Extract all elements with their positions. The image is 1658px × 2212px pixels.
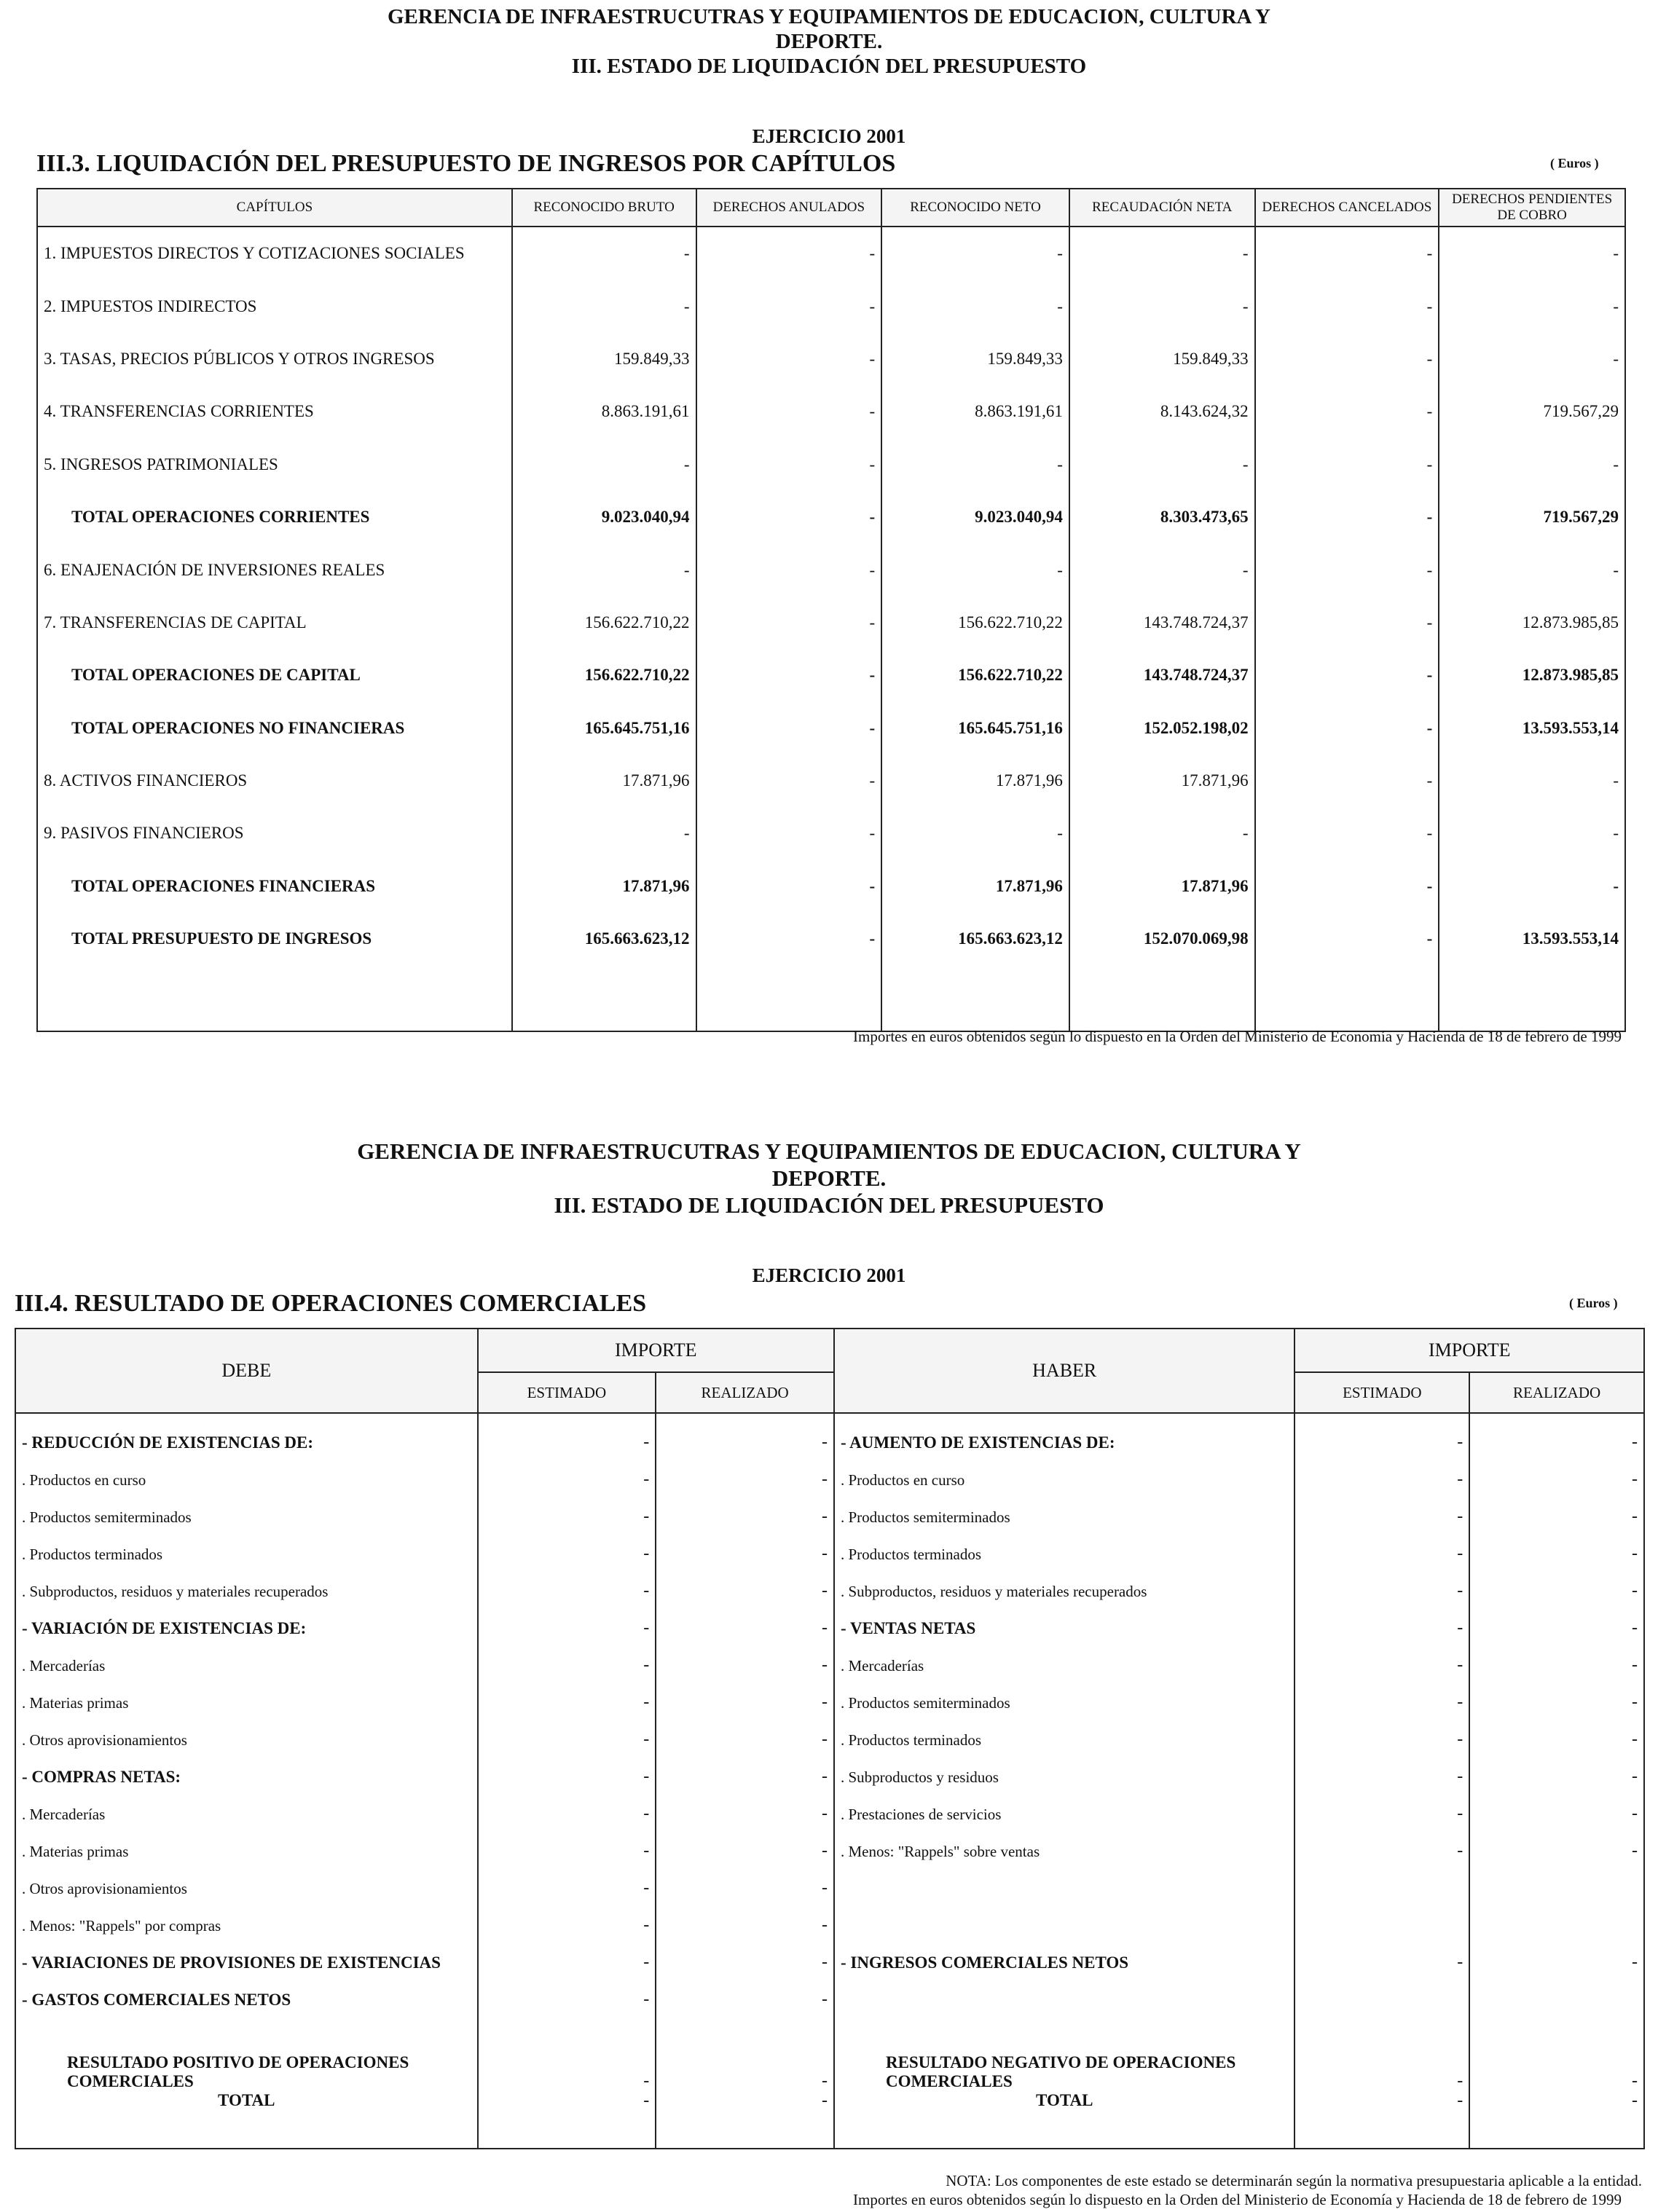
- table-cell: [1294, 1907, 1469, 1944]
- header-line: GERENCIA DE INFRAESTRUCUTRAS Y EQUIPAMIENTOS DE EDUCACION, CULTURA Y: [387, 5, 1270, 28]
- table-cell: 165.663.623,12: [881, 913, 1069, 965]
- column-header: RECONOCIDO NETO: [881, 189, 1069, 227]
- table-cell: 156.622.710,22: [881, 649, 1069, 701]
- row-label: - REDUCCIÓN DE EXISTENCIAS DE:: [15, 1413, 478, 1461]
- table-cell: -: [696, 755, 882, 807]
- table-cell: 159.849,33: [881, 333, 1069, 385]
- table-cell: -: [1469, 1498, 1644, 1535]
- table-cell: -: [656, 1413, 834, 1461]
- table-cell: -: [1294, 1833, 1469, 1870]
- table-cell: -: [656, 2018, 834, 2091]
- section2-header: [0, 1138, 1658, 1219]
- table-cell: -: [478, 1647, 656, 1684]
- table-row: [37, 491, 1625, 543]
- table-cell: -: [656, 1944, 834, 1981]
- table-row: [37, 333, 1625, 385]
- table-cell: -: [1255, 860, 1439, 913]
- table-row: [37, 385, 1625, 438]
- table-cell: -: [1294, 1535, 1469, 1573]
- table-header-row: [37, 189, 1625, 227]
- table-cell: -: [478, 1944, 656, 1981]
- table-cell: 8.863.191,61: [512, 385, 696, 438]
- table-cell: 165.645.751,16: [512, 702, 696, 755]
- row-label: . Subproductos y residuos: [834, 1758, 1295, 1795]
- section-title: III.4. RESULTADO DE OPERACIONES COMERCIALES: [15, 1290, 647, 1317]
- table-row: [37, 755, 1625, 807]
- table-cell: 8.303.473,65: [1069, 491, 1255, 543]
- row-label: . Productos semiterminados: [15, 1498, 478, 1535]
- commercial-operations-table: [15, 1328, 1645, 2149]
- table-cell: -: [1255, 491, 1439, 543]
- header-line: III. ESTADO DE LIQUIDACIÓN DEL PRESUPUESTO: [554, 1192, 1104, 1218]
- table-cell: -: [696, 860, 882, 913]
- table-cell: 13.593.553,14: [1439, 702, 1625, 755]
- table-cell: -: [1469, 1610, 1644, 1647]
- section1-header: [0, 4, 1658, 79]
- row-label: . Prestaciones de servicios: [834, 1795, 1295, 1833]
- table-row: [15, 1498, 1644, 1535]
- table-cell: -: [696, 807, 882, 859]
- table-cell: 12.873.985,85: [1439, 649, 1625, 701]
- row-label: 6. ENAJENACIÓN DE INVERSIONES REALES: [37, 543, 512, 596]
- table-cell: -: [1469, 1758, 1644, 1795]
- table-cell: -: [881, 543, 1069, 596]
- table-cell: -: [478, 1833, 656, 1870]
- header-line: III. ESTADO DE LIQUIDACIÓN DEL PRESUPUESTO: [571, 55, 1087, 78]
- table-cell: -: [1294, 1795, 1469, 1833]
- table-cell: 17.871,96: [881, 860, 1069, 913]
- table-row: [37, 438, 1625, 491]
- table-cell: -: [656, 1498, 834, 1535]
- table-cell: -: [478, 2091, 656, 2149]
- table-row: [15, 1721, 1644, 1758]
- table-cell: 17.871,96: [1069, 755, 1255, 807]
- table-cell: 159.849,33: [1069, 333, 1255, 385]
- table-cell: -: [656, 1610, 834, 1647]
- estimado-header: ESTIMADO: [478, 1372, 656, 1413]
- column-header: DERECHOS PENDIENTES DE COBRO: [1439, 189, 1625, 227]
- table-cell: -: [1294, 1610, 1469, 1647]
- table-cell: 17.871,96: [512, 755, 696, 807]
- column-header: RECAUDACIÓN NETA: [1069, 189, 1255, 227]
- row-label: . Mercaderías: [15, 1647, 478, 1684]
- table-cell: 156.622.710,22: [512, 649, 696, 701]
- row-label: . Materias primas: [15, 1684, 478, 1721]
- table-cell: -: [1469, 1647, 1644, 1684]
- table-cell: -: [1294, 1647, 1469, 1684]
- row-label: . Mercaderías: [834, 1647, 1295, 1684]
- row-label: . Productos terminados: [834, 1535, 1295, 1573]
- table-cell: -: [512, 543, 696, 596]
- table-cell: -: [696, 280, 882, 332]
- row-label: . Productos terminados: [834, 1721, 1295, 1758]
- table-cell: -: [656, 1795, 834, 1833]
- table-cell: -: [1469, 1461, 1644, 1498]
- table-cell: -: [696, 913, 882, 965]
- table-cell: 143.748.724,37: [1069, 597, 1255, 649]
- table-cell: 8.863.191,61: [881, 385, 1069, 438]
- table-cell: -: [478, 1535, 656, 1573]
- table-row: [15, 1610, 1644, 1647]
- result-positive-label: RESULTADO POSITIVO DE OPERACIONES COMERCIALES: [15, 2018, 478, 2091]
- row-label: . Productos semiterminados: [834, 1498, 1295, 1535]
- table-cell: -: [1069, 543, 1255, 596]
- row-label: [834, 1907, 1295, 1944]
- total-row: [15, 2091, 1644, 2149]
- table-cell: -: [656, 1573, 834, 1610]
- table-cell: [1469, 1907, 1644, 1944]
- row-label: 7. TRANSFERENCIAS DE CAPITAL: [37, 597, 512, 649]
- table-cell: -: [478, 1758, 656, 1795]
- table-header-row: [15, 1329, 1644, 1372]
- haber-header: HABER: [834, 1329, 1295, 1413]
- table-row: [15, 1981, 1644, 2018]
- row-label: 4. TRANSFERENCIAS CORRIENTES: [37, 385, 512, 438]
- realizado-header: REALIZADO: [656, 1372, 834, 1413]
- table-cell: -: [1255, 438, 1439, 491]
- table-row: [37, 227, 1625, 280]
- table-row: [15, 1535, 1644, 1573]
- table-cell: [1294, 1870, 1469, 1907]
- table-row: [15, 1461, 1644, 1498]
- row-label: TOTAL OPERACIONES FINANCIERAS: [37, 860, 512, 913]
- table-cell: -: [512, 227, 696, 280]
- column-header: CAPÍTULOS: [37, 189, 512, 227]
- table-row: [15, 1647, 1644, 1684]
- table-cell: -: [656, 1647, 834, 1684]
- table-spacer-row: [37, 965, 1625, 1031]
- table-cell: 159.849,33: [512, 333, 696, 385]
- table-row: [37, 649, 1625, 701]
- empty-cell: [37, 965, 512, 1031]
- result-row: [15, 2018, 1644, 2091]
- table-row: [15, 1833, 1644, 1870]
- row-label: 5. INGRESOS PATRIMONIALES: [37, 438, 512, 491]
- table-cell: -: [1469, 1573, 1644, 1610]
- table-cell: -: [656, 1721, 834, 1758]
- table-cell: -: [1069, 438, 1255, 491]
- row-label: - VENTAS NETAS: [834, 1610, 1295, 1647]
- table-cell: -: [1439, 438, 1625, 491]
- table-cell: 152.070.069,98: [1069, 913, 1255, 965]
- table-cell: -: [881, 227, 1069, 280]
- table-cell: -: [656, 1907, 834, 1944]
- footnote: Importes en euros obtenidos según lo dispuesto en la Orden del Ministerio de Economía y Hacienda de 18 de febrero de 1999: [853, 1028, 1622, 1045]
- table-cell: -: [656, 2091, 834, 2149]
- table-cell: -: [478, 2018, 656, 2091]
- table-cell: -: [656, 1981, 834, 2018]
- row-label: 9. PASIVOS FINANCIEROS: [37, 807, 512, 859]
- table-row: [15, 1944, 1644, 1981]
- column-header: DERECHOS CANCELADOS: [1255, 189, 1439, 227]
- table-cell: -: [696, 385, 882, 438]
- table-cell: -: [1469, 1721, 1644, 1758]
- table-cell: 17.871,96: [881, 755, 1069, 807]
- row-label: - VARIACIONES DE PROVISIONES DE EXISTENCIAS: [15, 1944, 478, 1981]
- footnote: Importes en euros obtenidos según lo dispuesto en la Orden del Ministerio de Economía y Hacienda de 18 de febrero de 1999: [853, 2191, 1622, 2208]
- table-cell: -: [478, 1461, 656, 1498]
- row-label: . Productos en curso: [15, 1461, 478, 1498]
- table-cell: -: [1469, 1795, 1644, 1833]
- table-cell: 165.663.623,12: [512, 913, 696, 965]
- table-cell: 13.593.553,14: [1439, 913, 1625, 965]
- table-cell: -: [512, 807, 696, 859]
- table-cell: -: [478, 1981, 656, 2018]
- ejercicio-label: EJERCICIO 2001: [752, 1264, 906, 1286]
- table-cell: -: [1255, 597, 1439, 649]
- table-cell: -: [478, 1907, 656, 1944]
- table-cell: -: [1294, 2091, 1469, 2149]
- table-cell: -: [656, 1870, 834, 1907]
- table-cell: -: [1294, 1684, 1469, 1721]
- row-label: . Productos semiterminados: [834, 1684, 1295, 1721]
- row-label: . Productos terminados: [15, 1535, 478, 1573]
- row-label: 1. IMPUESTOS DIRECTOS Y COTIZACIONES SOCIALES: [37, 227, 512, 280]
- row-label: - COMPRAS NETAS:: [15, 1758, 478, 1795]
- table-cell: 143.748.724,37: [1069, 649, 1255, 701]
- table-cell: -: [881, 280, 1069, 332]
- header-line: GERENCIA DE INFRAESTRUCUTRAS Y EQUIPAMIENTOS DE EDUCACION, CULTURA Y: [357, 1138, 1301, 1164]
- column-header: DERECHOS ANULADOS: [696, 189, 882, 227]
- table-cell: -: [1439, 280, 1625, 332]
- table-cell: 12.873.985,85: [1439, 597, 1625, 649]
- table-cell: -: [656, 1833, 834, 1870]
- table-cell: -: [696, 227, 882, 280]
- table-cell: -: [696, 491, 882, 543]
- row-label: - AUMENTO DE EXISTENCIAS DE:: [834, 1413, 1295, 1461]
- table-cell: 17.871,96: [512, 860, 696, 913]
- table-cell: -: [1294, 2018, 1469, 2091]
- table-row: [37, 597, 1625, 649]
- row-label: 3. TASAS, PRECIOS PÚBLICOS Y OTROS INGRESOS: [37, 333, 512, 385]
- table-cell: -: [1255, 649, 1439, 701]
- table-cell: -: [656, 1684, 834, 1721]
- row-label: 8. ACTIVOS FINANCIEROS: [37, 755, 512, 807]
- table-cell: -: [478, 1610, 656, 1647]
- header-line: DEPORTE.: [771, 1165, 887, 1191]
- table-cell: -: [1255, 755, 1439, 807]
- table-row: [37, 807, 1625, 859]
- income-budget-table: [36, 188, 1626, 1032]
- row-label: . Subproductos, residuos y materiales recuperados: [15, 1573, 478, 1610]
- row-label: . Otros aprovisionamientos: [15, 1721, 478, 1758]
- row-label: . Menos: "Rappels" por compras: [15, 1907, 478, 1944]
- table-row: [15, 1573, 1644, 1610]
- table-cell: -: [1069, 807, 1255, 859]
- table-cell: -: [1255, 807, 1439, 859]
- row-label: 2. IMPUESTOS INDIRECTOS: [37, 280, 512, 332]
- empty-cell: [512, 965, 696, 1031]
- row-label: . Productos en curso: [834, 1461, 1295, 1498]
- table-cell: -: [696, 702, 882, 755]
- table-cell: -: [512, 280, 696, 332]
- table-cell: -: [1255, 227, 1439, 280]
- empty-cell: [1255, 965, 1439, 1031]
- table-cell: -: [1439, 333, 1625, 385]
- table-cell: -: [1255, 702, 1439, 755]
- row-label: . Mercaderías: [15, 1795, 478, 1833]
- table-row: [15, 1413, 1644, 1461]
- row-label: - VARIACIÓN DE EXISTENCIAS DE:: [15, 1610, 478, 1647]
- table-cell: [1469, 1981, 1644, 2018]
- units-label: ( Euros ): [1569, 1296, 1618, 1310]
- table-cell: -: [656, 1461, 834, 1498]
- debe-header: DEBE: [15, 1329, 478, 1413]
- table-cell: -: [696, 597, 882, 649]
- row-label: . Materias primas: [15, 1833, 478, 1870]
- empty-cell: [696, 965, 882, 1031]
- table-cell: 165.645.751,16: [881, 702, 1069, 755]
- table-row: [15, 1684, 1644, 1721]
- section-title: III.3. LIQUIDACIÓN DEL PRESUPUESTO DE INGRESOS POR CAPÍTULOS: [36, 150, 896, 177]
- table-cell: -: [1469, 1684, 1644, 1721]
- table-cell: -: [1439, 807, 1625, 859]
- table-cell: [1294, 1981, 1469, 2018]
- row-label: [834, 1870, 1295, 1907]
- table-cell: 9.023.040,94: [881, 491, 1069, 543]
- table-row: [37, 543, 1625, 596]
- table-cell: 152.052.198,02: [1069, 702, 1255, 755]
- table-cell: 719.567,29: [1439, 385, 1625, 438]
- table-cell: 156.622.710,22: [881, 597, 1069, 649]
- total-label: TOTAL: [15, 2091, 478, 2149]
- table-cell: -: [478, 1413, 656, 1461]
- table-cell: 17.871,96: [1069, 860, 1255, 913]
- table-cell: -: [1294, 1498, 1469, 1535]
- table-cell: -: [881, 438, 1069, 491]
- table-cell: -: [478, 1498, 656, 1535]
- importe-header: IMPORTE: [478, 1329, 834, 1372]
- table-cell: -: [478, 1684, 656, 1721]
- table-cell: -: [1469, 1413, 1644, 1461]
- row-label: TOTAL OPERACIONES DE CAPITAL: [37, 649, 512, 701]
- table-cell: -: [1469, 1833, 1644, 1870]
- table-cell: 8.143.624,32: [1069, 385, 1255, 438]
- table-cell: -: [1255, 333, 1439, 385]
- row-label: - GASTOS COMERCIALES NETOS: [15, 1981, 478, 2018]
- table-cell: -: [478, 1721, 656, 1758]
- table-cell: -: [478, 1573, 656, 1610]
- table-cell: -: [1469, 1535, 1644, 1573]
- table-cell: 156.622.710,22: [512, 597, 696, 649]
- empty-cell: [1069, 965, 1255, 1031]
- row-label: TOTAL PRESUPUESTO DE INGRESOS: [37, 913, 512, 965]
- row-label: [834, 1981, 1295, 2018]
- table-cell: -: [656, 1535, 834, 1573]
- table-row: [37, 702, 1625, 755]
- table-cell: -: [1439, 543, 1625, 596]
- empty-cell: [1439, 965, 1625, 1031]
- footnote: NOTA: Los componentes de este estado se determinarán según la normativa presupuestaria aplicable a la entidad.: [946, 2172, 1642, 2189]
- table-cell: -: [1294, 1413, 1469, 1461]
- table-cell: 719.567,29: [1439, 491, 1625, 543]
- table-row: [15, 1870, 1644, 1907]
- table-cell: -: [1255, 385, 1439, 438]
- table-cell: -: [696, 543, 882, 596]
- table-cell: -: [478, 1870, 656, 1907]
- row-label: TOTAL OPERACIONES NO FINANCIERAS: [37, 702, 512, 755]
- table-row: [15, 1795, 1644, 1833]
- table-cell: -: [1469, 2091, 1644, 2149]
- header-line: DEPORTE.: [775, 30, 883, 53]
- realizado-header: REALIZADO: [1469, 1372, 1644, 1413]
- table-cell: -: [1439, 860, 1625, 913]
- table-cell: -: [696, 333, 882, 385]
- table-cell: -: [1294, 1721, 1469, 1758]
- row-label: - INGRESOS COMERCIALES NETOS: [834, 1944, 1295, 1981]
- table-cell: -: [1255, 543, 1439, 596]
- row-label: . Subproductos, residuos y materiales recuperados: [834, 1573, 1295, 1610]
- estimado-header: ESTIMADO: [1294, 1372, 1469, 1413]
- table-cell: -: [1255, 913, 1439, 965]
- table-cell: -: [1255, 280, 1439, 332]
- table-cell: -: [656, 1758, 834, 1795]
- table-cell: -: [696, 438, 882, 491]
- row-label: . Menos: "Rappels" sobre ventas: [834, 1833, 1295, 1870]
- table-cell: -: [1439, 755, 1625, 807]
- ejercicio-label: EJERCICIO 2001: [752, 125, 906, 147]
- row-label: TOTAL OPERACIONES CORRIENTES: [37, 491, 512, 543]
- units-label: ( Euros ): [1550, 156, 1599, 170]
- table-row: [37, 280, 1625, 332]
- table-row: [37, 860, 1625, 913]
- table-row: [15, 1758, 1644, 1795]
- column-header: RECONOCIDO BRUTO: [512, 189, 696, 227]
- total-label: TOTAL: [834, 2091, 1295, 2149]
- row-label: . Otros aprovisionamientos: [15, 1870, 478, 1907]
- table-cell: -: [1069, 280, 1255, 332]
- table-cell: -: [1294, 1461, 1469, 1498]
- importe-header: IMPORTE: [1294, 1329, 1644, 1372]
- table-cell: -: [1294, 1944, 1469, 1981]
- table-cell: -: [881, 807, 1069, 859]
- result-negative-label: RESULTADO NEGATIVO DE OPERACIONES COMERCIALES: [834, 2018, 1295, 2091]
- table-cell: -: [1469, 2018, 1644, 2091]
- table-cell: 9.023.040,94: [512, 491, 696, 543]
- empty-cell: [881, 965, 1069, 1031]
- table-cell: -: [1469, 1944, 1644, 1981]
- table-cell: -: [1439, 227, 1625, 280]
- table-row: [15, 1907, 1644, 1944]
- table-cell: -: [512, 438, 696, 491]
- table-cell: -: [696, 649, 882, 701]
- table-row: [37, 913, 1625, 965]
- table-cell: -: [478, 1795, 656, 1833]
- table-cell: [1469, 1870, 1644, 1907]
- table-cell: -: [1294, 1758, 1469, 1795]
- table-cell: -: [1294, 1573, 1469, 1610]
- table-cell: -: [1069, 227, 1255, 280]
